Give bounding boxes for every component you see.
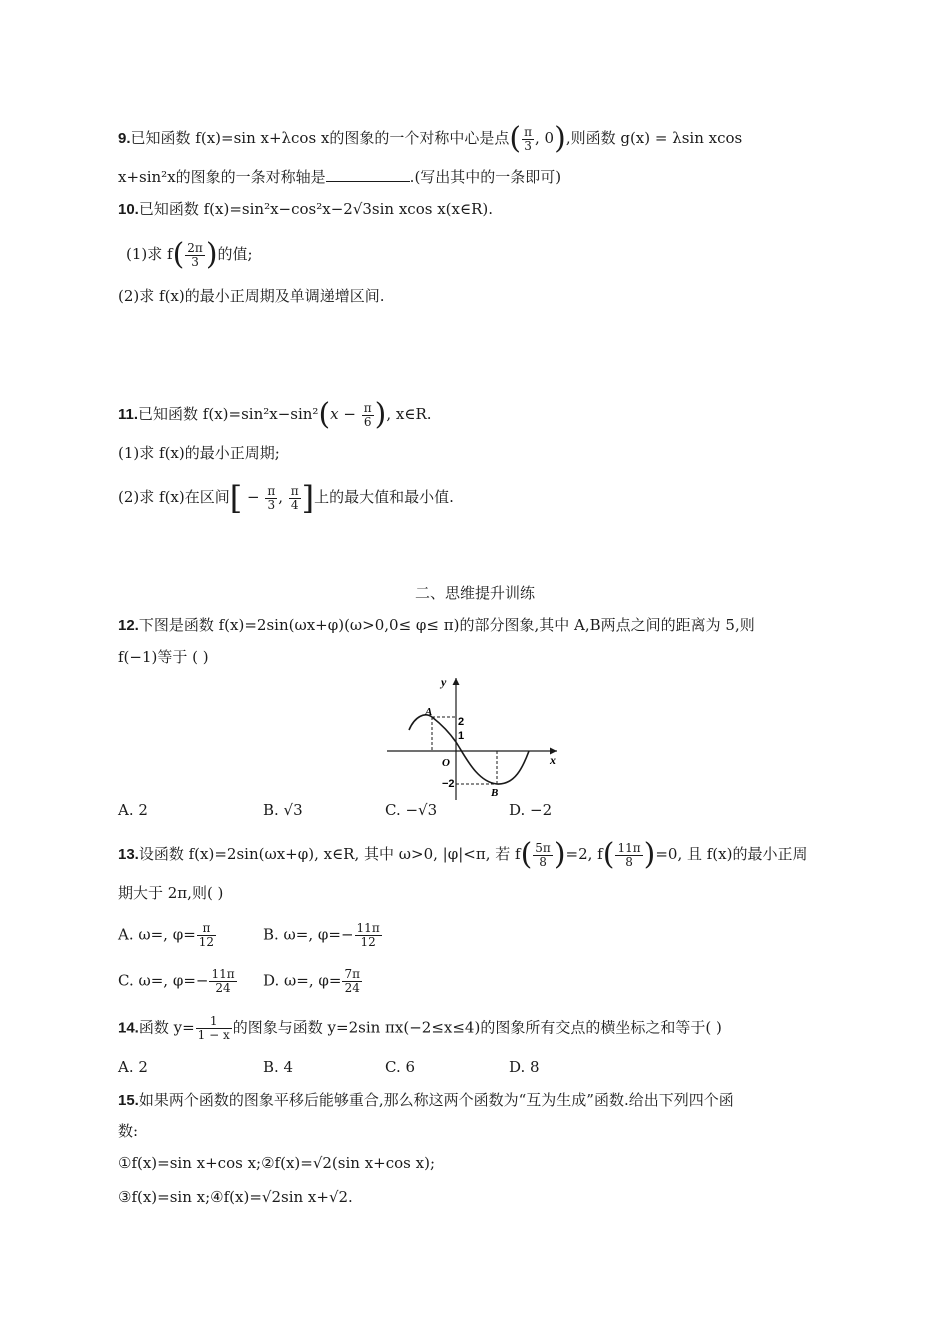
q9-number: 9. (118, 130, 131, 147)
q13-option-c[interactable]: C. ω=, φ=− $\frac{11\pi}{24}$ (118, 967, 235, 995)
q11-part1: (1)求 f(x)的最小正周期; (118, 444, 280, 462)
q9-line1: 9.已知函数 f(x)=sin x+λcos x的图象的一个对称中心是点( $\frac{\pi}{3}$ , 0),则函数 g(x) = λsin xcos (118, 121, 743, 156)
q9-text-d: .(写出其中的一条即可) (409, 168, 562, 186)
y-axis-label: y (441, 675, 447, 689)
q13-fraction-2: $\frac{11\pi}{8}$ (617, 840, 641, 869)
q9-text-a: 已知函数 f(x)=sin x+λcos x的图象的一个对称中心是点 (130, 129, 510, 147)
q9-line2 (118, 166, 561, 188)
q14-number: 14. (118, 1019, 139, 1037)
tick-2: 2 (458, 716, 465, 728)
point-a-label: A (425, 706, 433, 718)
tick-minus2: −2 (442, 778, 455, 790)
q12-line1 (118, 614, 755, 637)
point-b-label: B (491, 787, 499, 799)
q11-part2: (2)求 f(x)在区间[ − $\frac{\pi}{3}$ , $\frac{\pi}{4}$ ]上的最大值和最小值. (118, 479, 454, 517)
section-heading: 二、思维提升训练 (414, 584, 535, 602)
q9-text-b: ,则函数 g(x) = λsin xcos (565, 129, 743, 147)
q14-text-a: 函数 y= (138, 1018, 195, 1037)
q11-interval-left: $\frac{\pi}{3}$ (267, 483, 276, 512)
q11-stem-inner: x − (330, 405, 361, 423)
q12-graph (385, 672, 565, 802)
q12-option-d[interactable]: D. −2 (509, 801, 553, 819)
q14-line (118, 1015, 722, 1042)
q15-line1 (118, 1089, 734, 1112)
x-axis-label: x (550, 753, 556, 767)
q12-text: 下图是函数 f(x)=2sin(ωx+φ)(ω>0,0≤ φ≤ π)的部分图象,其中 A,B两点之间的距离为 5,则 (138, 616, 755, 634)
q10-part1: (1)求 f( $\frac{2\pi}{3}$ )的值; (126, 237, 253, 272)
q10-stem-text: 已知函数 f(x)=sin²x−cos²x−2√3sin xcos x(x∈R). (138, 200, 493, 218)
q13-text-c: =0, 且 f(x)的最小正周 (655, 845, 808, 863)
q13-text-a: 设函数 f(x)=2sin(ωx+φ), x∈R, 其中 ω>0, |φ|<π, 若 f (138, 845, 521, 863)
q15-line3: ①f(x)=sin x+cos x;②f(x)=√2(sin x+cos x); (118, 1154, 435, 1172)
q10-part1-tail: 的值; (217, 245, 253, 263)
q13-line2: 期大于 2π,则( ) (118, 884, 224, 902)
q9-point-rest: , 0 (535, 129, 555, 147)
sine-curve (409, 715, 529, 784)
q11-stem-tail: , x∈R. (386, 405, 432, 423)
q9-answer-blank[interactable] (326, 167, 410, 182)
q9-point-fraction: $\frac{\pi}{3}$ (524, 124, 532, 153)
q11-number: 11. (118, 406, 139, 423)
q12-number: 12. (118, 617, 139, 634)
q14-fraction: $\frac{1}{1 - x}$ (197, 1014, 230, 1042)
q14-option-b[interactable]: B. 4 (263, 1058, 294, 1076)
tick-1: 1 (458, 730, 465, 742)
q15-number: 15. (118, 1092, 139, 1109)
q11-stem-fraction: $\frac{\pi}{6}$ (363, 400, 372, 429)
q11-part2-tail: 上的最大值和最小值. (314, 488, 454, 506)
q13-line1: 13.设函数 f(x)=2sin(ωx+φ), x∈R, 其中 ω>0, |φ|<π, 若 f( $\frac{5\pi}{8}$ )=2, f( $\frac{11\pi}{8}$ )=0, 且 f(x)的最小正周 (118, 837, 808, 872)
q10-part1-text: (1)求 f (126, 245, 173, 263)
q11-part2-text: (2)求 f(x)在区间 (118, 488, 230, 506)
q15-line4: ③f(x)=sin x;④f(x)=√2sin x+√2. (118, 1188, 353, 1206)
q10-stem (118, 198, 493, 221)
q13-text-b: =2, f (565, 845, 603, 863)
q15-line2: 数: (118, 1122, 139, 1140)
q14-option-c[interactable]: C. 6 (385, 1058, 416, 1076)
q13-option-b[interactable]: B. ω=, φ=− $\frac{11\pi}{12}$ (263, 921, 380, 949)
q13-fraction-1: $\frac{5\pi}{8}$ (535, 840, 551, 869)
q14-option-a[interactable]: A. 2 (118, 1058, 148, 1076)
q13-number: 13. (118, 846, 139, 863)
q12-option-a[interactable]: A. 2 (118, 801, 148, 819)
q12-option-c[interactable]: C. −√3 (385, 801, 438, 819)
q14-text-b: 的图象与函数 y=2sin πx(−2≤x≤4)的图象所有交点的横坐标之和等于( ) (232, 1018, 722, 1037)
q10-part1-fraction: $\frac{2\pi}{3}$ (187, 240, 203, 269)
q12-line2: f(−1)等于 ( ) (118, 648, 209, 666)
q13-option-d[interactable]: D. ω=, φ= $\frac{7\pi}{24}$ (263, 967, 360, 995)
q11-stem-text: 已知函数 f(x)=sin²x−sin² (138, 405, 319, 423)
q9-text-c: x+sin²x的图象的一条对称轴是 (118, 168, 326, 186)
q12-option-b[interactable]: B. √3 (263, 801, 303, 819)
origin-label: O (442, 757, 450, 769)
q10-number: 10. (118, 201, 139, 218)
q11-interval-right: $\frac{\pi}{4}$ (290, 483, 299, 512)
q11-stem: 11.已知函数 f(x)=sin²x−sin²(x − $\frac{\pi}{6}$ ), x∈R. (118, 397, 432, 432)
q13-option-a[interactable]: A. ω=, φ= $\frac{\pi}{12}$ (118, 921, 215, 949)
q15-text: 如果两个函数的图象平移后能够重合,那么称这两个函数为“互为生成”函数.给出下列四个函 (138, 1091, 734, 1109)
q10-part2: (2)求 f(x)的最小正周期及单调递增区间. (118, 287, 385, 305)
q14-option-d[interactable]: D. 8 (509, 1058, 540, 1076)
